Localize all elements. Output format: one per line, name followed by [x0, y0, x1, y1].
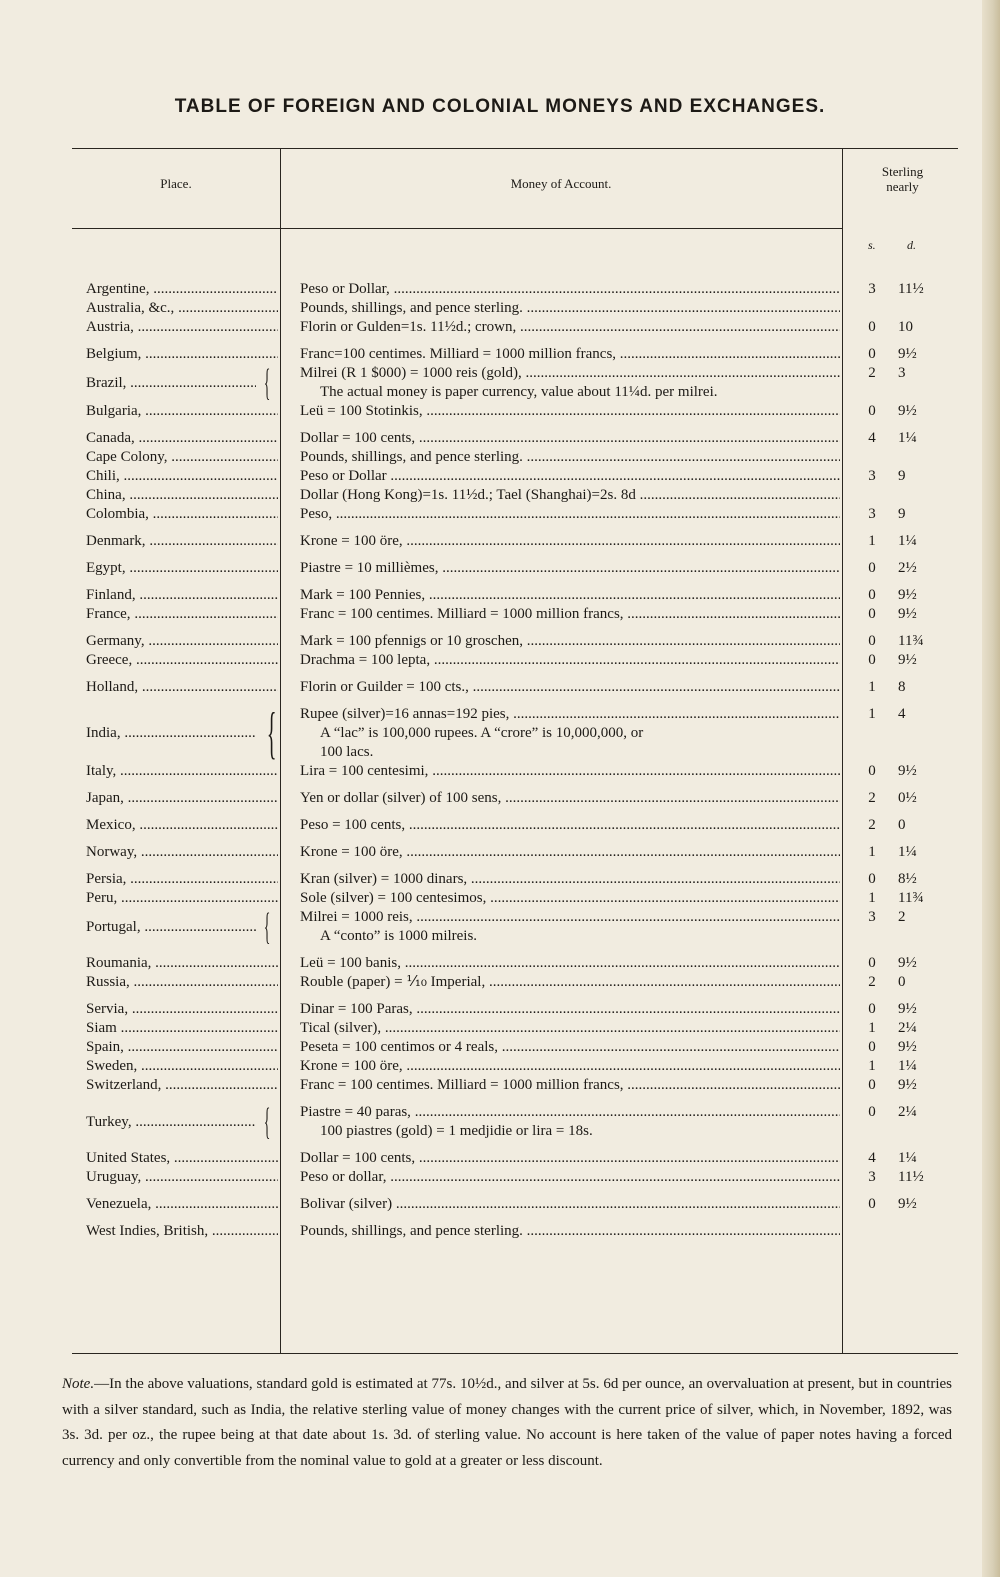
pence-cell: 2 [898, 909, 906, 925]
header-sterling [847, 164, 958, 194]
table-row [72, 532, 958, 551]
money-line: A “lac” is 100,000 rupees. A “crore” is 10,000,000, or [320, 725, 644, 741]
money-cell [300, 280, 840, 299]
pence-cell: 8 [898, 679, 906, 695]
place-cell: Uruguay, ..... [86, 1168, 278, 1187]
money-line: Peso = 100 cents, ..... [300, 816, 840, 835]
money-cell [300, 762, 840, 781]
money-cell [300, 889, 840, 908]
money-line: Krone = 100 öre, ..... [300, 843, 840, 862]
pence-cell: 9½ [898, 346, 917, 362]
shillings-cell: 3 [868, 909, 876, 925]
table-row [72, 402, 958, 421]
money-cell [300, 467, 840, 486]
footnote [62, 1372, 952, 1474]
shillings-cell: 0 [868, 1104, 876, 1120]
table-row [72, 762, 958, 781]
place-cell: Cape Colony, ..... [86, 448, 278, 467]
money-cell [300, 448, 840, 467]
shillings-cell: 0 [868, 1001, 876, 1017]
money-cell [300, 586, 840, 605]
money-line: Rupee (silver)=16 annas=192 pies, ..... [300, 705, 840, 724]
place-cell: Roumania, ..... [86, 954, 278, 973]
money-line: Leü = 100 Stotinkis, ..... [300, 402, 840, 421]
pence-cell: 9½ [898, 652, 917, 668]
money-line: Florin or Gulden=1s. 11½d.; crown, ..... [300, 318, 840, 337]
table-row [72, 1222, 958, 1241]
pence-cell: 11¾ [898, 890, 924, 906]
money-cell [300, 1000, 840, 1019]
pence-cell: 9½ [898, 955, 917, 971]
money-cell [300, 486, 840, 505]
money-cell [300, 1019, 840, 1038]
shillings-cell: 1 [868, 844, 876, 860]
pence-cell: 9½ [898, 1077, 917, 1093]
money-cell [300, 1168, 840, 1187]
money-line: Franc = 100 centimes. Milliard = 1000 million francs, ..... [300, 605, 840, 624]
money-line: Peso, ..... [300, 505, 840, 524]
money-line: A “conto” is 1000 milreis. [320, 928, 478, 944]
place-cell: Brazil, ..... [86, 374, 256, 393]
money-cell [300, 632, 840, 651]
shillings-cell: 0 [868, 560, 876, 576]
table-row [72, 1149, 958, 1168]
money-line: Pounds, shillings, and pence sterling. ..... [300, 299, 840, 318]
table-row [72, 345, 958, 364]
table-row [72, 632, 958, 651]
table-row [72, 318, 958, 337]
money-line: Drachma = 100 lepta, ..... [300, 651, 840, 670]
money-line: Leü = 100 banis, ..... [300, 954, 840, 973]
money-line: Bolivar (silver) ..... [300, 1195, 840, 1214]
pence-cell: 0 [898, 817, 906, 833]
pence-cell: 9½ [898, 763, 917, 779]
header-pence: d. [907, 238, 916, 252]
money-line: Yen or dollar (silver) of 100 sens, ..... [300, 789, 840, 808]
place-cell: United States, ..... [86, 1149, 278, 1168]
shillings-cell: 1 [868, 679, 876, 695]
place-cell: Colombia, ..... [86, 505, 278, 524]
header-place: Place. [160, 176, 192, 191]
place-cell: Argentine, ..... [86, 280, 278, 299]
place-cell: China, ..... [86, 486, 278, 505]
table-row [72, 364, 958, 402]
money-cell [300, 299, 840, 318]
table-row [72, 280, 958, 299]
shillings-cell: 0 [868, 403, 876, 419]
shillings-cell: 0 [868, 606, 876, 622]
money-line: Krone = 100 öre, ..... [300, 532, 840, 551]
table-row [72, 1019, 958, 1038]
header-sterling-line1: Sterling [881, 164, 924, 179]
table-body [72, 258, 958, 1241]
place-cell: Mexico, ..... [86, 816, 278, 835]
money-cell [300, 532, 840, 551]
pence-cell: 1¼ [898, 844, 917, 860]
table-row [72, 559, 958, 578]
table-row [72, 1076, 958, 1095]
money-line: Piastre = 40 paras, ..... [300, 1103, 840, 1122]
pence-cell: 9½ [898, 1196, 917, 1212]
money-line: Peso or dollar, ..... [300, 1168, 840, 1187]
place-cell: Turkey, ..... [86, 1113, 256, 1132]
money-line: Franc = 100 centimes. Milliard = 1000 million francs, ..... [300, 1076, 840, 1095]
shillings-cell: 0 [868, 319, 876, 335]
brace-mark: { [263, 906, 271, 948]
money-cell [300, 505, 840, 524]
money-cell [300, 1195, 840, 1214]
money-line: Rouble (paper) = ⅒ Imperial, ..... [300, 973, 840, 992]
money-line: The actual money is paper currency, value about 11¼d. per milrei. [320, 384, 718, 400]
money-line: Piastre = 10 millièmes, ..... [300, 559, 840, 578]
pence-cell: 1¼ [898, 1058, 917, 1074]
money-cell [300, 318, 840, 337]
shillings-cell: 3 [868, 281, 876, 297]
money-cell [300, 1222, 840, 1241]
money-cell [300, 1149, 840, 1168]
money-line: Pounds, shillings, and pence sterling. ..... [300, 1222, 840, 1241]
table-row [72, 486, 958, 505]
place-cell: Portugal, ..... [86, 918, 256, 937]
pence-cell: 1¼ [898, 430, 917, 446]
shillings-cell: 1 [868, 890, 876, 906]
place-cell: Sweden, ..... [86, 1057, 278, 1076]
table-row [72, 843, 958, 862]
table-row [72, 586, 958, 605]
place-cell: Holland, ..... [86, 678, 278, 697]
shillings-cell: 2 [868, 974, 876, 990]
pence-cell: 9½ [898, 587, 917, 603]
place-cell: Belgium, ..... [86, 345, 278, 364]
money-line: Dollar = 100 cents, ..... [300, 429, 840, 448]
pence-cell: 10 [898, 319, 913, 335]
money-line: Milrei (R 1 $000) = 1000 reis (gold), ..... [300, 364, 840, 383]
place-cell: Australia, &c., ..... [86, 299, 278, 318]
place-cell: Bulgaria, ..... [86, 402, 278, 421]
money-line: Lira = 100 centesimi, ..... [300, 762, 840, 781]
table-row [72, 1103, 958, 1141]
money-line: Mark = 100 pfennigs or 10 groschen, ..... [300, 632, 840, 651]
shillings-cell: 3 [868, 1169, 876, 1185]
money-line: 100 lacs. [320, 744, 374, 760]
header-sterling-line2: nearly [886, 179, 919, 194]
brace-mark: { [266, 702, 277, 765]
money-cell [300, 429, 840, 448]
money-cell [300, 1057, 840, 1076]
header-rule [72, 228, 842, 229]
brace-mark: { [263, 362, 271, 404]
pence-cell: 0½ [898, 790, 917, 806]
money-line: Pounds, shillings, and pence sterling. ..... [300, 448, 840, 467]
place-cell: Spain, ..... [86, 1038, 278, 1057]
brace-mark: { [263, 1101, 271, 1143]
table-row [72, 467, 958, 486]
pence-cell: 9 [898, 468, 906, 484]
table-row [72, 789, 958, 808]
shillings-cell: 0 [868, 955, 876, 971]
place-cell: Norway, ..... [86, 843, 278, 862]
pence-cell: 4 [898, 706, 906, 722]
table-row [72, 1168, 958, 1187]
table-bottom-rule [72, 1353, 958, 1354]
place-cell: Canada, ..... [86, 429, 278, 448]
pence-cell: 2½ [898, 560, 917, 576]
shillings-cell: 1 [868, 533, 876, 549]
place-cell: West Indies, British, ..... [86, 1222, 278, 1241]
pence-cell: 3 [898, 365, 906, 381]
table-row [72, 605, 958, 624]
money-line: Dinar = 100 Paras, ..... [300, 1000, 840, 1019]
pence-cell: 2¼ [898, 1104, 917, 1120]
place-cell: Italy, ..... [86, 762, 278, 781]
place-cell: Siam ..... [86, 1019, 278, 1038]
pence-cell: 1¼ [898, 533, 917, 549]
header-shillings: s. [868, 238, 876, 252]
money-cell [300, 651, 840, 670]
pence-cell: 9½ [898, 606, 917, 622]
pence-cell: 9½ [898, 1001, 917, 1017]
place-cell: France, ..... [86, 605, 278, 624]
shillings-cell: 2 [868, 365, 876, 381]
money-cell [300, 973, 840, 992]
place-cell: Switzerland, ..... [86, 1076, 278, 1095]
shillings-cell: 0 [868, 587, 876, 603]
place-cell: Servia, ..... [86, 1000, 278, 1019]
money-cell [300, 954, 840, 973]
shillings-cell: 2 [868, 790, 876, 806]
place-cell: Persia, ..... [86, 870, 278, 889]
money-cell [300, 705, 840, 762]
shillings-cell: 0 [868, 633, 876, 649]
shillings-cell: 0 [868, 346, 876, 362]
pence-cell: 1¼ [898, 1150, 917, 1166]
shillings-cell: 0 [868, 763, 876, 779]
place-cell: Russia, ..... [86, 973, 278, 992]
money-line: Peso or Dollar, ..... [300, 280, 840, 299]
pence-cell: 0 [898, 974, 906, 990]
shillings-cell: 0 [868, 1196, 876, 1212]
page-edge [982, 0, 1000, 1577]
money-cell [300, 402, 840, 421]
table-row [72, 429, 958, 448]
table-row [72, 908, 958, 946]
pence-cell: 9½ [898, 1039, 917, 1055]
place-cell: Greece, ..... [86, 651, 278, 670]
shillings-cell: 3 [868, 468, 876, 484]
place-cell: Egypt, ..... [86, 559, 278, 578]
table-row [72, 1195, 958, 1214]
table-row [72, 870, 958, 889]
table-row [72, 651, 958, 670]
table-row [72, 678, 958, 697]
table-row [72, 1000, 958, 1019]
money-line: Krone = 100 öre, ..... [300, 1057, 840, 1076]
table-row [72, 505, 958, 524]
money-line: Milrei = 1000 reis, ..... [300, 908, 840, 927]
shillings-cell: 0 [868, 1077, 876, 1093]
place-cell: Denmark, ..... [86, 532, 278, 551]
pence-cell: 11½ [898, 281, 924, 297]
money-cell [300, 345, 840, 364]
place-cell: Chili, ..... [86, 467, 278, 486]
money-cell [300, 678, 840, 697]
pence-cell: 8½ [898, 871, 917, 887]
note-label: Note. [62, 1376, 95, 1392]
money-cell [300, 559, 840, 578]
shillings-cell: 4 [868, 430, 876, 446]
pence-cell: 9 [898, 506, 906, 522]
money-line: Tical (silver), ..... [300, 1019, 840, 1038]
place-cell: Japan, ..... [86, 789, 278, 808]
money-cell [300, 843, 840, 862]
shillings-cell: 1 [868, 1058, 876, 1074]
money-line: Kran (silver) = 1000 dinars, ..... [300, 870, 840, 889]
money-line: Franc=100 centimes. Milliard = 1000 million francs, ..... [300, 345, 840, 364]
money-line: Florin or Guilder = 100 cts., ..... [300, 678, 840, 697]
note-text: —In the above valuations, standard gold is estimated at 77s. 10½d., and silver at 5s. 6d per ounce, an overvaluation at present, but in countries with a silver standard, such as India, the relative sterling value of money changes with the current price of silver, which, in November, 1892, was 3s. 3d. per oz., the rupee being at that date about 1s. 3d. of sterling value. No account is here taken of the value of paper notes having a forced currency and only convertible from the nominal value to gold at a greater or less discount. [62, 1376, 952, 1469]
table-row [72, 299, 958, 318]
table-row [72, 973, 958, 992]
shillings-cell: 0 [868, 652, 876, 668]
place-cell: Austria, ..... [86, 318, 278, 337]
place-cell: Finland, ..... [86, 586, 278, 605]
pence-cell: 11¾ [898, 633, 924, 649]
shillings-cell: 0 [868, 1039, 876, 1055]
table-row [72, 954, 958, 973]
money-cell [300, 364, 840, 402]
money-cell [300, 1038, 840, 1057]
table-row [72, 702, 958, 765]
header-money: Money of Account. [510, 176, 612, 191]
pence-cell: 2¼ [898, 1020, 917, 1036]
money-cell [300, 1076, 840, 1095]
money-line: Dollar = 100 cents, ..... [300, 1149, 840, 1168]
table-row [72, 448, 958, 467]
table-row [72, 1038, 958, 1057]
exchange-table [72, 148, 958, 1358]
pence-cell: 9½ [898, 403, 917, 419]
money-cell [300, 870, 840, 889]
money-line: 100 piastres (gold) = 1 medjidie or lira = 18s. [320, 1123, 593, 1139]
place-cell: Venezuela, ..... [86, 1195, 278, 1214]
shillings-cell: 1 [868, 706, 876, 722]
money-line: Mark = 100 Pennies, ..... [300, 586, 840, 605]
money-line: Peso or Dollar ..... [300, 467, 840, 486]
shillings-cell: 0 [868, 871, 876, 887]
shillings-cell: 3 [868, 506, 876, 522]
place-cell: Germany, ..... [86, 632, 278, 651]
shillings-cell: 1 [868, 1020, 876, 1036]
page-title: TABLE OF FOREIGN AND COLONIAL MONEYS AND EXCHANGES. [174, 96, 826, 117]
money-line: Peseta = 100 centimos or 4 reals, ..... [300, 1038, 840, 1057]
money-cell [300, 1103, 840, 1141]
place-cell: India, ..... [86, 724, 256, 743]
place-cell: Peru, ..... [86, 889, 278, 908]
shillings-cell: 4 [868, 1150, 876, 1166]
money-cell [300, 605, 840, 624]
money-line: Sole (silver) = 100 centesimos, ..... [300, 889, 840, 908]
shillings-cell: 2 [868, 817, 876, 833]
table-row [72, 889, 958, 908]
table-top-rule [72, 148, 958, 149]
table-row [72, 1057, 958, 1076]
table-row [72, 816, 958, 835]
money-line: Dollar (Hong Kong)=1s. 11½d.; Tael (Shanghai)=2s. 8d ..... [300, 486, 840, 505]
money-cell [300, 908, 840, 946]
money-cell [300, 789, 840, 808]
money-cell [300, 816, 840, 835]
pence-cell: 11½ [898, 1169, 924, 1185]
